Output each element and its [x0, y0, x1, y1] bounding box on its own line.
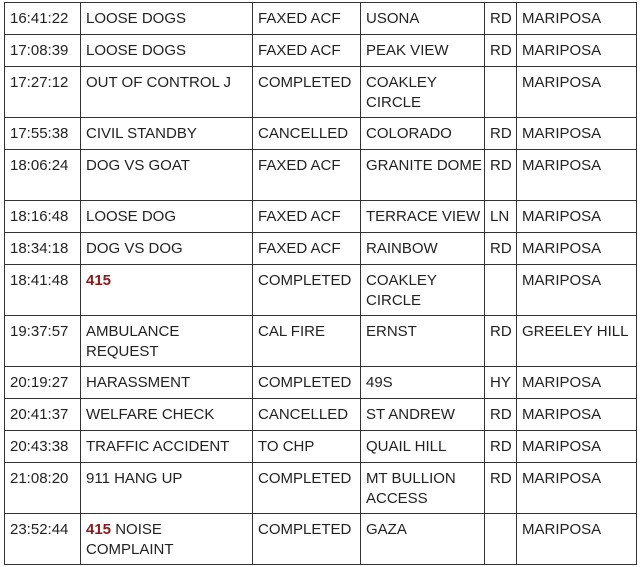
street-suffix-cell: RD: [485, 118, 517, 150]
city-cell: MARIPOSA: [517, 265, 637, 316]
city-cell: MARIPOSA: [517, 67, 637, 118]
call-type-cell: [81, 35, 253, 67]
call-type-cell: [81, 431, 253, 463]
table-row: [5, 265, 637, 316]
disposition-cell: COMPLETED: [253, 67, 361, 118]
street-suffix-cell: RD: [485, 463, 517, 514]
table-row: [5, 35, 637, 67]
call-type-cell: [81, 118, 253, 150]
call-type-label: 911 HANG UP: [86, 470, 183, 487]
call-type-label: CIVIL STANDBY: [86, 125, 197, 142]
disposition-cell: CANCELLED: [253, 399, 361, 431]
table-row: [5, 399, 637, 431]
city-cell: MARIPOSA: [517, 35, 637, 67]
street-cell: COLORADO: [361, 118, 485, 150]
street-suffix-cell: RD: [485, 3, 517, 35]
call-type-cell: [81, 265, 253, 316]
street-suffix-cell: [485, 514, 517, 565]
disposition-cell: FAXED ACF: [253, 35, 361, 67]
street-cell: QUAIL HILL: [361, 431, 485, 463]
city-cell: MARIPOSA: [517, 3, 637, 35]
street-cell: ST ANDREW: [361, 399, 485, 431]
call-type-cell: [81, 514, 253, 565]
call-type-label: TRAFFIC ACCIDENT: [86, 438, 230, 455]
street-suffix-cell: HY: [485, 367, 517, 399]
city-cell: MARIPOSA: [517, 399, 637, 431]
call-type-label: WELFARE CHECK: [86, 406, 215, 423]
table-row: [5, 150, 637, 201]
time-cell: 17:27:12: [5, 67, 81, 118]
street-suffix-cell: RD: [485, 399, 517, 431]
street-cell: TERRACE VIEW: [361, 201, 485, 233]
table-row: [5, 316, 637, 367]
disposition-cell: CANCELLED: [253, 118, 361, 150]
disposition-cell: FAXED ACF: [253, 150, 361, 201]
street-suffix-cell: [485, 67, 517, 118]
call-type-cell: [81, 201, 253, 233]
street-cell: PEAK VIEW: [361, 35, 485, 67]
city-cell: MARIPOSA: [517, 150, 637, 201]
time-cell: 21:08:20: [5, 463, 81, 514]
call-type-label: HARASSMENT: [86, 374, 191, 391]
time-cell: 20:19:27: [5, 367, 81, 399]
city-cell: GREELEY HILL: [517, 316, 637, 367]
call-type-label: DOG VS GOAT: [86, 157, 190, 174]
call-type-label: LOOSE DOGS: [86, 10, 187, 27]
table-row: [5, 3, 637, 35]
street-suffix-cell: LN: [485, 201, 517, 233]
time-cell: 17:08:39: [5, 35, 81, 67]
time-cell: 18:16:48: [5, 201, 81, 233]
city-cell: MARIPOSA: [517, 201, 637, 233]
time-cell: 20:43:38: [5, 431, 81, 463]
street-cell: USONA: [361, 3, 485, 35]
call-type-cell: [81, 67, 253, 118]
table-row: [5, 514, 637, 565]
call-type-cell: [81, 316, 253, 367]
street-cell: MT BULLION ACCESS: [361, 463, 485, 514]
street-suffix-cell: RD: [485, 150, 517, 201]
time-cell: 18:41:48: [5, 265, 81, 316]
call-type-label: LOOSE DOG: [86, 208, 177, 225]
table-row: [5, 67, 637, 118]
call-type-cell: [81, 3, 253, 35]
street-cell: GRANITE DOME: [361, 150, 485, 201]
street-cell: GAZA: [361, 514, 485, 565]
disposition-cell: COMPLETED: [253, 265, 361, 316]
street-cell: COAKLEY CIRCLE: [361, 67, 485, 118]
disposition-cell: CAL FIRE: [253, 316, 361, 367]
street-cell: RAINBOW: [361, 233, 485, 265]
disposition-cell: FAXED ACF: [253, 233, 361, 265]
street-cell: COAKLEY CIRCLE: [361, 265, 485, 316]
call-log-table: [4, 2, 637, 565]
street-suffix-cell: RD: [485, 431, 517, 463]
table-row: [5, 431, 637, 463]
disposition-cell: FAXED ACF: [253, 201, 361, 233]
call-code-label: 415: [86, 272, 112, 289]
street-suffix-cell: [485, 265, 517, 316]
call-log-body: [5, 3, 637, 565]
call-type-label: OUT OF CONTROL J: [86, 74, 232, 91]
street-suffix-cell: RD: [485, 316, 517, 367]
street-suffix-cell: RD: [485, 35, 517, 67]
table-row: [5, 118, 637, 150]
disposition-cell: COMPLETED: [253, 463, 361, 514]
time-cell: 16:41:22: [5, 3, 81, 35]
city-cell: MARIPOSA: [517, 118, 637, 150]
disposition-cell: COMPLETED: [253, 514, 361, 565]
call-type-cell: [81, 463, 253, 514]
city-cell: MARIPOSA: [517, 514, 637, 565]
call-type-label: AMBULANCE REQUEST: [86, 323, 184, 360]
disposition-cell: COMPLETED: [253, 367, 361, 399]
table-row: [5, 201, 637, 233]
call-type-label: NOISE COMPLAINT: [86, 521, 174, 558]
call-type-cell: [81, 233, 253, 265]
call-type-cell: [81, 367, 253, 399]
call-type-cell: [81, 150, 253, 201]
table-row: [5, 463, 637, 514]
disposition-cell: TO CHP: [253, 431, 361, 463]
call-code-label: 415: [86, 521, 112, 538]
time-cell: 23:52:44: [5, 514, 81, 565]
street-cell: ERNST: [361, 316, 485, 367]
city-cell: MARIPOSA: [517, 431, 637, 463]
disposition-cell: FAXED ACF: [253, 3, 361, 35]
time-cell: 18:06:24: [5, 150, 81, 201]
time-cell: 20:41:37: [5, 399, 81, 431]
table-row: [5, 367, 637, 399]
call-type-label: DOG VS DOG: [86, 240, 183, 257]
city-cell: MARIPOSA: [517, 463, 637, 514]
time-cell: 17:55:38: [5, 118, 81, 150]
time-cell: 18:34:18: [5, 233, 81, 265]
street-suffix-cell: RD: [485, 233, 517, 265]
call-type-cell: [81, 399, 253, 431]
time-cell: 19:37:57: [5, 316, 81, 367]
call-type-label: LOOSE DOGS: [86, 42, 187, 59]
street-cell: 49S: [361, 367, 485, 399]
city-cell: MARIPOSA: [517, 233, 637, 265]
city-cell: MARIPOSA: [517, 367, 637, 399]
table-row: [5, 233, 637, 265]
